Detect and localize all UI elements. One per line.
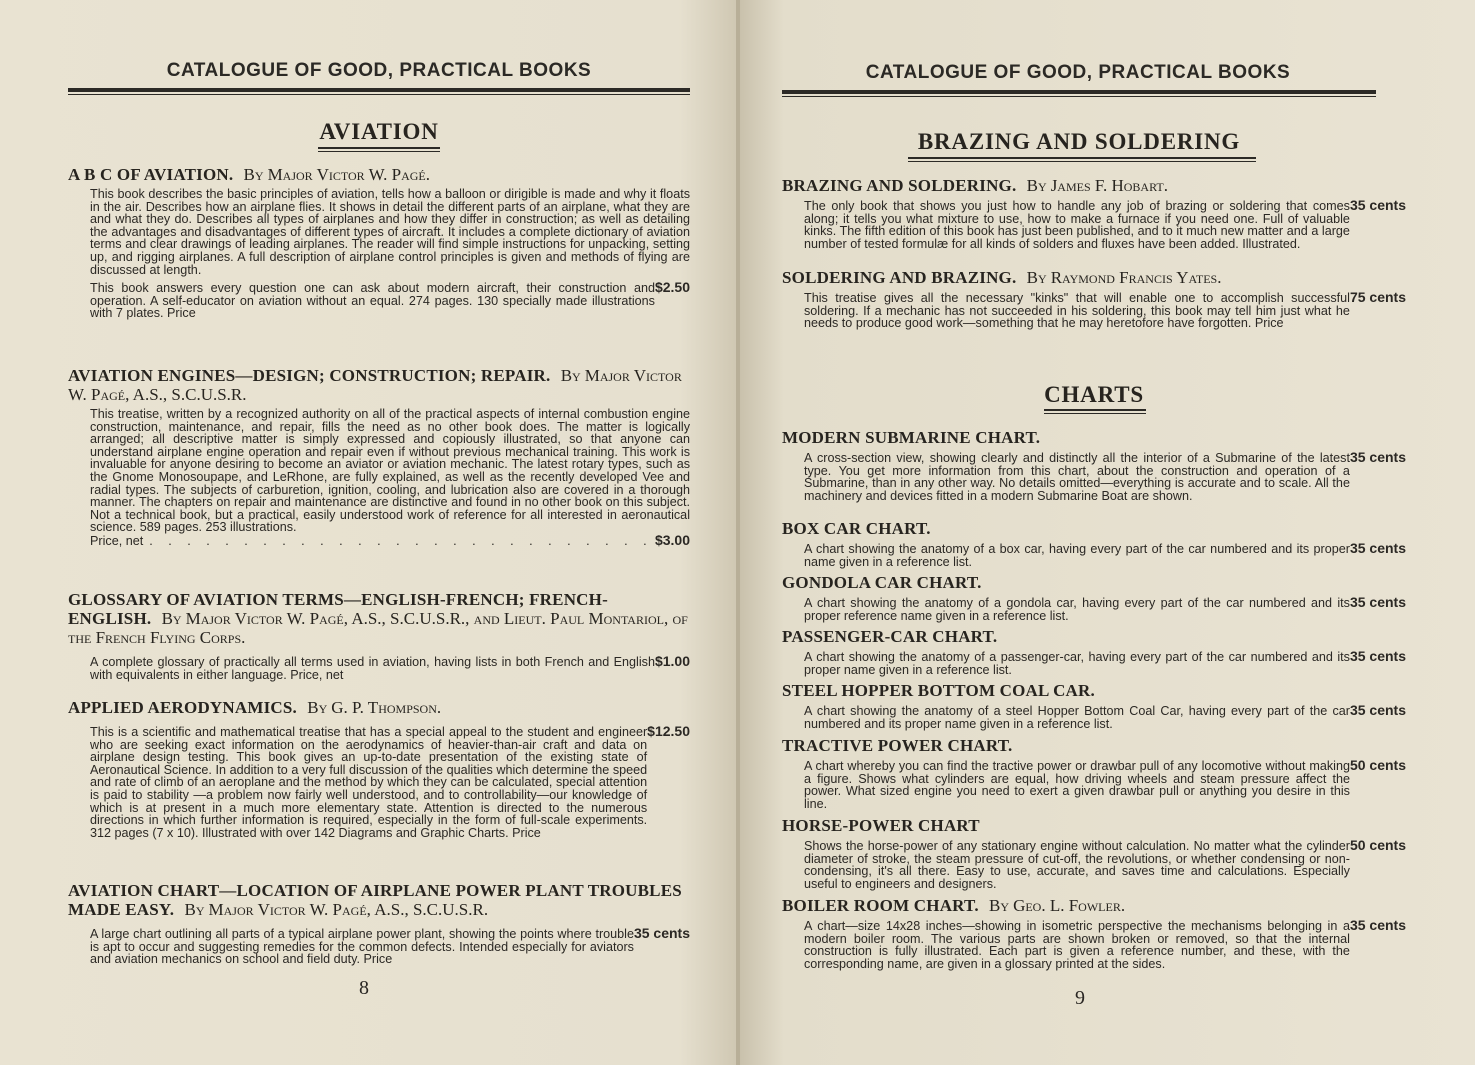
entry-heading (68, 165, 690, 184)
description-paragraph: A chart showing the anatomy of a box car, having every part of the car numbered and its proper name given in a reference list. (804, 542, 1350, 569)
price-line (804, 451, 1406, 502)
right-page (740, 0, 1475, 1065)
entry-heading (782, 736, 1406, 755)
author-name: Major Victor W. Pagé, A.S., S.C.U.S.R. (68, 366, 682, 404)
chart-entry (782, 816, 1406, 890)
chart-entry (782, 573, 1406, 622)
price: 75 cents (1349, 289, 1406, 305)
price-line (804, 650, 1406, 676)
entry-heading (782, 573, 1406, 592)
chart-title: HORSE-POWER CHART (782, 816, 980, 835)
entry-heading (68, 366, 690, 404)
book-title: SOLDERING AND BRAZING. (782, 268, 1017, 287)
description-paragraph: This treatise, written by a recognized authority on all of the practical aspects of internal combustion engine construction, maintenance, and repair, fills the need as no other book does. The matter is logically arranged; all descriptive matter is simply expressed and copiously illustrated, so that anyone can understand airplane engine operation and repair even if without previous mechanical training. This work is invaluable for anyone desiring to become an aviator or aviation mechanic. The latest rotary types, such as the Gnome Monosoupape, and LeRhone, are fully explained, as well as the recently developed Vee and radial types. The subjects of carburetion, ignition, cooling, and lubrication also are covered in a thorough manner. The chapters on repair and maintenance are distinctive and found in no other book on this subject. Not a technical book, but a practical, easily understood work of reference for all interested in aeronautical science. 589 pages. 253 illustrations. (90, 407, 690, 535)
price: 35 cents (1349, 702, 1406, 718)
description-paragraph: A cross-section view, showing clearly and distinctly all the interior of a Submarine of the latest type. You get more information from this chart, about the construction and operation of a Submarine, than in any other way. No details omitted—everything is accurate and to scale. All the machinery and devices fitted in a modern Submarine Boat are shown. (804, 451, 1350, 503)
price: $2.50 (654, 279, 690, 296)
section-title-underline (908, 157, 1256, 162)
price: 35 cents (1349, 594, 1406, 610)
entry-heading (782, 896, 1406, 915)
author-name: Major Victor W. Pagé. (267, 165, 430, 184)
book-entry (68, 698, 690, 839)
author-by: By (184, 900, 205, 919)
price-line (804, 542, 1406, 568)
price-line (90, 655, 690, 681)
description-paragraph: A chart showing the anatomy of a passenger-car, having every part of the car numbered and its proper name given in a reference list. (804, 650, 1350, 677)
author-name: Major Victor W. Pagé, A.S., S.C.U.S.R., and Lieut. Paul Montariol, of the French Flying Corps. (68, 609, 688, 647)
book-description (68, 927, 690, 966)
description-paragraph: A chart whereby you can find the tractive power or drawbar pull of any locomotive without making a figure. Shows what cylinders are equal, how driving wheels and steam pressure affect the power. What sized engine you need to exert a given drawbar pull or anything you desire in this line. (804, 759, 1350, 811)
price-line (90, 927, 690, 966)
description-paragraph: A chart showing the anatomy of a gondola car, having every part of the car numbered and its proper reference name given in a reference list. (804, 596, 1350, 623)
entry-heading (782, 681, 1406, 700)
chart-description (782, 759, 1406, 810)
section-title-brazing: BRAZING AND SOLDERING (917, 129, 1241, 154)
chart-title: STEEL HOPPER BOTTOM COAL CAR. (782, 681, 1095, 700)
price-line (804, 596, 1406, 622)
book-description (68, 188, 690, 320)
chart-entry (782, 681, 1406, 730)
chart-entry (782, 896, 1406, 970)
price: 35 cents (1349, 648, 1406, 664)
entry-heading (68, 698, 690, 717)
page-number: 9 (1075, 987, 1085, 1009)
chart-title: GONDOLA CAR CHART. (782, 573, 982, 592)
chart-description (782, 542, 1406, 568)
leader-dots (149, 535, 649, 548)
description-paragraph: A chart—size 14x28 inches—showing in isometric perspective the mechanisms belonging in a modern boiler room. The various parts are shown broken or removed, so that the internal construction is fully illustrated. Each part is given a reference number, and these, with the corresponding name, are given in a glossary printed at the sides. (804, 919, 1350, 971)
book-description (68, 655, 690, 681)
chart-description (782, 704, 1406, 730)
running-head: CATALOGUE OF GOOD, PRACTICAL BOOKS (865, 62, 1291, 83)
entry-heading (782, 176, 1406, 195)
section-title-aviation: AVIATION (319, 119, 439, 144)
book-entry (68, 366, 690, 548)
author-by: By (560, 366, 581, 385)
chart-entry (782, 519, 1406, 568)
author-by: By (161, 609, 182, 628)
price-line (804, 291, 1406, 330)
chart-title: MODERN SUBMARINE CHART. (782, 428, 1041, 447)
chart-entry (782, 736, 1406, 810)
author-name: Major Victor W. Pagé, A.S., S.C.U.S.R. (208, 900, 489, 919)
price: 35 cents (1349, 917, 1406, 933)
chart-entry (782, 627, 1406, 676)
page-number: 8 (359, 977, 369, 999)
header-rule (68, 88, 690, 95)
price: $3.00 (654, 531, 690, 548)
chart-description (782, 839, 1406, 890)
price: 35 cents (1349, 197, 1406, 213)
author-by: By (1026, 176, 1047, 195)
book-title: APPLIED AERODYNAMICS. (68, 698, 297, 717)
price: 35 cents (633, 925, 690, 941)
description-paragraph: This treatise gives all the necessary "kinks" that will enable one to accomplish successful soldering. If a mechanic has not succeeded in his soldering, this book may tell him just what he needs to produce good work—something that he may heretofore have forgotten. Price (804, 291, 1350, 331)
book-description (68, 725, 690, 839)
description-paragraph: This book answers every question one can ask about modern aircraft, their construction and operation. A self-educator on aviation without an equal. 274 pages. 130 specially made illustrations with 7 plates. Price (90, 281, 655, 321)
price-lead: Price, net (90, 533, 144, 548)
book-entry (68, 590, 690, 681)
price-line (804, 199, 1406, 250)
entry-heading (68, 590, 690, 647)
price: 50 cents (1349, 757, 1406, 773)
header-rule (782, 90, 1376, 97)
price-line (804, 704, 1406, 730)
chart-description (782, 596, 1406, 622)
description-paragraph: This is a scientific and mathematical treatise that has a special appeal to the student and engineer who are seeking exact information on the aerodynamics of heavier-than-air craft and data on airplane design testing. This book gives an up-to-date presentation of the existing state of Aeronautical Science. In addition to a very full discussion of the qualities which determine the speed and rate of climb of an aeroplane and the method by which they can be calculated, special attention is paid to stability —a problem now fairly well understood, and to controllability—our knowledge of which is at present in a much more elementary state. Attention is directed to the numerous directions in which further information is required, especially in the form of full-scale experiments. 312 pages (7 x 10). Illustrated with over 142 Diagrams and Graphic Charts. Price (90, 725, 648, 840)
price-line (90, 531, 690, 548)
book-description (782, 291, 1406, 330)
description-paragraph: The only book that shows you just how to handle any job of brazing or soldering that comes along; it tells you what mixture to use, how to make a furnace if you need one. Full of valuable kinks. The fifth edition of this book has just been published, and to it much new matter and a large number of tested formulæ for all kinds of solders and fluxes have been added. Illustrated. (804, 199, 1350, 251)
book-title: BRAZING AND SOLDERING. (782, 176, 1017, 195)
chart-title: BOILER ROOM CHART. (782, 896, 979, 915)
entry-heading (782, 816, 1406, 835)
author-by: By (1026, 268, 1047, 287)
book-entry (782, 268, 1406, 330)
section-title-charts: CHARTS (1044, 382, 1144, 407)
author-by: By (243, 165, 264, 184)
description-paragraph: Shows the horse-power of any stationary engine without calculation. No matter what the cylinder diameter of stroke, the steam pressure of cut-off, the revolutions, or whether condensing or non-condensing, it's all there. Easy to use, accurate, and saves time and calculations. Especially useful to engineers and designers. (804, 839, 1350, 891)
book-title: GLOSSARY OF AVIATION TERMS—ENGLISH-FRENCH; FRENCH-ENGLISH. (68, 590, 608, 628)
book-entry (782, 176, 1406, 250)
description-paragraph: A complete glossary of practically all terms used in aviation, having lists in both French and English with equivalents in either language. Price, net (90, 655, 655, 682)
book-description (68, 408, 690, 548)
entry-heading (782, 627, 1406, 646)
chart-title: BOX CAR CHART. (782, 519, 931, 538)
book-description (782, 199, 1406, 250)
book-entry (68, 165, 690, 320)
chart-description (782, 919, 1406, 970)
author-name: Raymond Francis Yates. (1050, 268, 1222, 287)
author-name: G. P. Thompson. (331, 698, 442, 717)
running-head: CATALOGUE OF GOOD, PRACTICAL BOOKS (166, 60, 592, 81)
description-paragraph: A chart showing the anatomy of a steel Hopper Bottom Coal Car, having every part of the car numbered and its proper name given in a reference list. (804, 704, 1350, 731)
price-line (804, 919, 1406, 970)
author-name: James F. Hobart. (1050, 176, 1168, 195)
entry-heading (782, 268, 1406, 287)
section-title-underline (318, 147, 440, 152)
book-entry (68, 881, 690, 966)
price-line (804, 759, 1406, 810)
price: 35 cents (1349, 540, 1406, 556)
author-by: By (307, 698, 328, 717)
description-paragraph: This book describes the basic principles of aviation, tells how a balloon or dirigible is made and why it floats in the air. Describes how an airplane flies. It shows in detail the different parts of an airplane, what they are and what they do. Describes all types of airplanes and how they differ in construction; as well as detailing the advantages and disadvantages of different types of aircraft. It includes a complete dictionary of aviation terms and clear drawings of leading airplanes. The reader will find simple instructions for unpacking, setting up, and rigging airplanes. A full description of airplane control principles is given and methods of flying are discussed at length. (90, 187, 690, 277)
price: $1.00 (654, 653, 690, 669)
book-title: A B C OF AVIATION. (68, 165, 234, 184)
author-name: Geo. L. Fowler. (1013, 896, 1126, 915)
chart-title: TRACTIVE POWER CHART. (782, 736, 1013, 755)
chart-entry (782, 428, 1406, 502)
price: 35 cents (1349, 449, 1406, 465)
description-paragraph: A large chart outlining all parts of a typical airplane power plant, showing the points where trouble is apt to occur and suggesting remedies for the common defects. Intended especially for aviators and aviation mechanics on school and field duty. Price (90, 927, 634, 967)
price-line (90, 725, 690, 839)
section-title-underline (1044, 409, 1146, 414)
price-line (90, 281, 690, 320)
book-title: AVIATION CHART—LOCATION OF AIRPLANE POWER PLANT TROUBLES MADE EASY. (68, 881, 682, 919)
chart-description (782, 650, 1406, 676)
book-title: AVIATION ENGINES—DESIGN; CONSTRUCTION; REPAIR. (68, 366, 551, 385)
author-by: By (989, 896, 1010, 915)
chart-title: PASSENGER-CAR CHART. (782, 627, 998, 646)
price-line (804, 839, 1406, 890)
entry-heading (68, 881, 690, 919)
entry-heading (782, 428, 1406, 447)
price: 50 cents (1349, 837, 1406, 853)
chart-description (782, 451, 1406, 502)
price: $12.50 (647, 723, 690, 739)
entry-heading (782, 519, 1406, 538)
